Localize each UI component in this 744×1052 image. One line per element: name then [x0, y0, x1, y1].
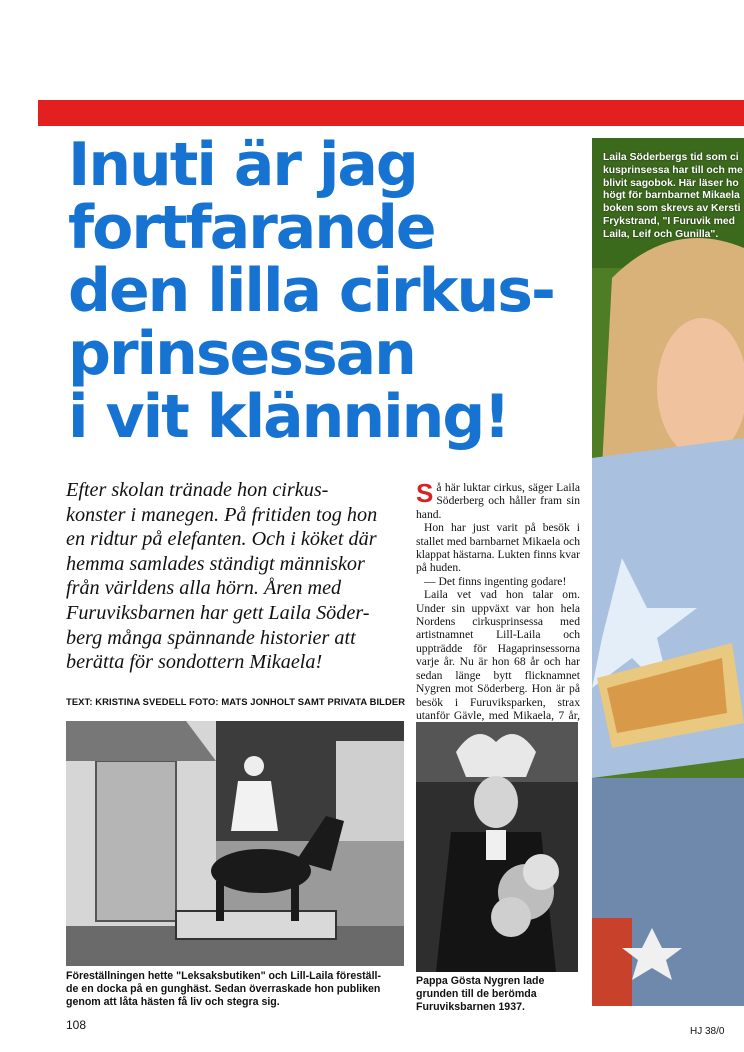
- photo-overlay-caption: [603, 152, 744, 242]
- caption-line: Föreställningen hette "Leksaksbutiken" och Lill-Laila föreställ-: [66, 970, 381, 982]
- body-paragraph: Laila vet vad hon talar om. Under sin uppväxt var hon hela Nordens cirkusprinsessa med artistnamnet Lill-Laila och uppträdde för Hagaprinsessorna varje år. Nu är hon 68 år och har sedan länge bytt flicknamnet Nygren mot Söderberg. Hon är på besök i Furuviksparken, strax utanför Gävle, med Mikaela, 7 år,: [416, 588, 580, 722]
- intro-line: berg många spännande historier att: [66, 626, 356, 649]
- overlay-line: boken som skrevs av Kersti: [603, 203, 741, 215]
- top-red-bar: [38, 100, 744, 126]
- intro-line: Efter skolan tränade hon cirkus-: [66, 479, 329, 501]
- body-paragraph: [416, 478, 580, 521]
- caption-line: grunden till de berömda: [416, 988, 537, 1000]
- caption-line: Furuviksbarnen 1937.: [416, 1001, 525, 1013]
- photo-granddaughter-reading: [592, 138, 744, 1006]
- photo-father-headdress: [416, 722, 578, 972]
- intro-line: från världens alla hörn. Åren med: [66, 577, 342, 600]
- headline-line: prinsessan: [68, 319, 415, 389]
- headline-line: i vit klänning!: [68, 382, 509, 452]
- overlay-line: blivit sagobok. Här läser ho: [603, 177, 739, 189]
- page-number: 108: [66, 1018, 87, 1032]
- headline-line: den lilla cirkus-: [68, 256, 554, 326]
- body-paragraph: — Det finns ingenting godare!: [424, 574, 567, 588]
- headline-line: fortfarande: [68, 193, 435, 263]
- overlay-line: kusprinsessa har till och me: [603, 164, 743, 176]
- overlay-line: Laila, Leif och Gunilla".: [603, 228, 719, 240]
- intro-line: en ridtur på elefanten. Och i köket där: [66, 528, 377, 551]
- intro-line: hemma samlades ständigt människor: [66, 552, 365, 575]
- issue-folio: HJ 38/0: [690, 1026, 725, 1037]
- caption-line: Pappa Gösta Nygren lade: [416, 975, 545, 987]
- photo-caption-middle: [416, 975, 586, 1014]
- overlay-line: Laila Söderbergs tid som ci: [603, 152, 739, 163]
- body-paragraph-text: å här luktar cirkus, säger Laila Söderberg och håller fram sin hand.: [416, 481, 580, 521]
- intro-line: Furuviksbarnen har gett Laila Söder-: [66, 601, 370, 624]
- overlay-line: högt för barnbarnet Mikaela: [603, 190, 740, 202]
- caption-line: de en docka på en gunghäst. Sedan överraskade hon publiken: [66, 983, 381, 995]
- body-paragraph: Hon har just varit på besök i stallet med barnbarnet Mikaela och klappat hästarna. Lukten finns kvar på huden.: [416, 521, 580, 575]
- caption-line: genom att låta hästen få liv och stegra sig.: [66, 996, 280, 1008]
- headline-line: Inuti är jag: [68, 130, 417, 200]
- drop-cap: S: [416, 478, 434, 508]
- intro-paragraph: [66, 478, 406, 675]
- photo-caption-left: [66, 970, 406, 1009]
- intro-line: konster i manegen. På fritiden tog hon: [66, 503, 378, 526]
- headline: [68, 130, 588, 452]
- byline-credit: TEXT: KRISTINA SVEDELL FOTO: MATS JONHOLT SAMT PRIVATA BILDER: [66, 696, 406, 707]
- photo-girl-on-rocking-horse: [66, 721, 404, 966]
- intro-line: berätta för sondottern Mikaela!: [66, 651, 323, 674]
- body-text: [416, 478, 580, 736]
- overlay-line: Frykstrand, "I Furuvik med: [603, 215, 735, 227]
